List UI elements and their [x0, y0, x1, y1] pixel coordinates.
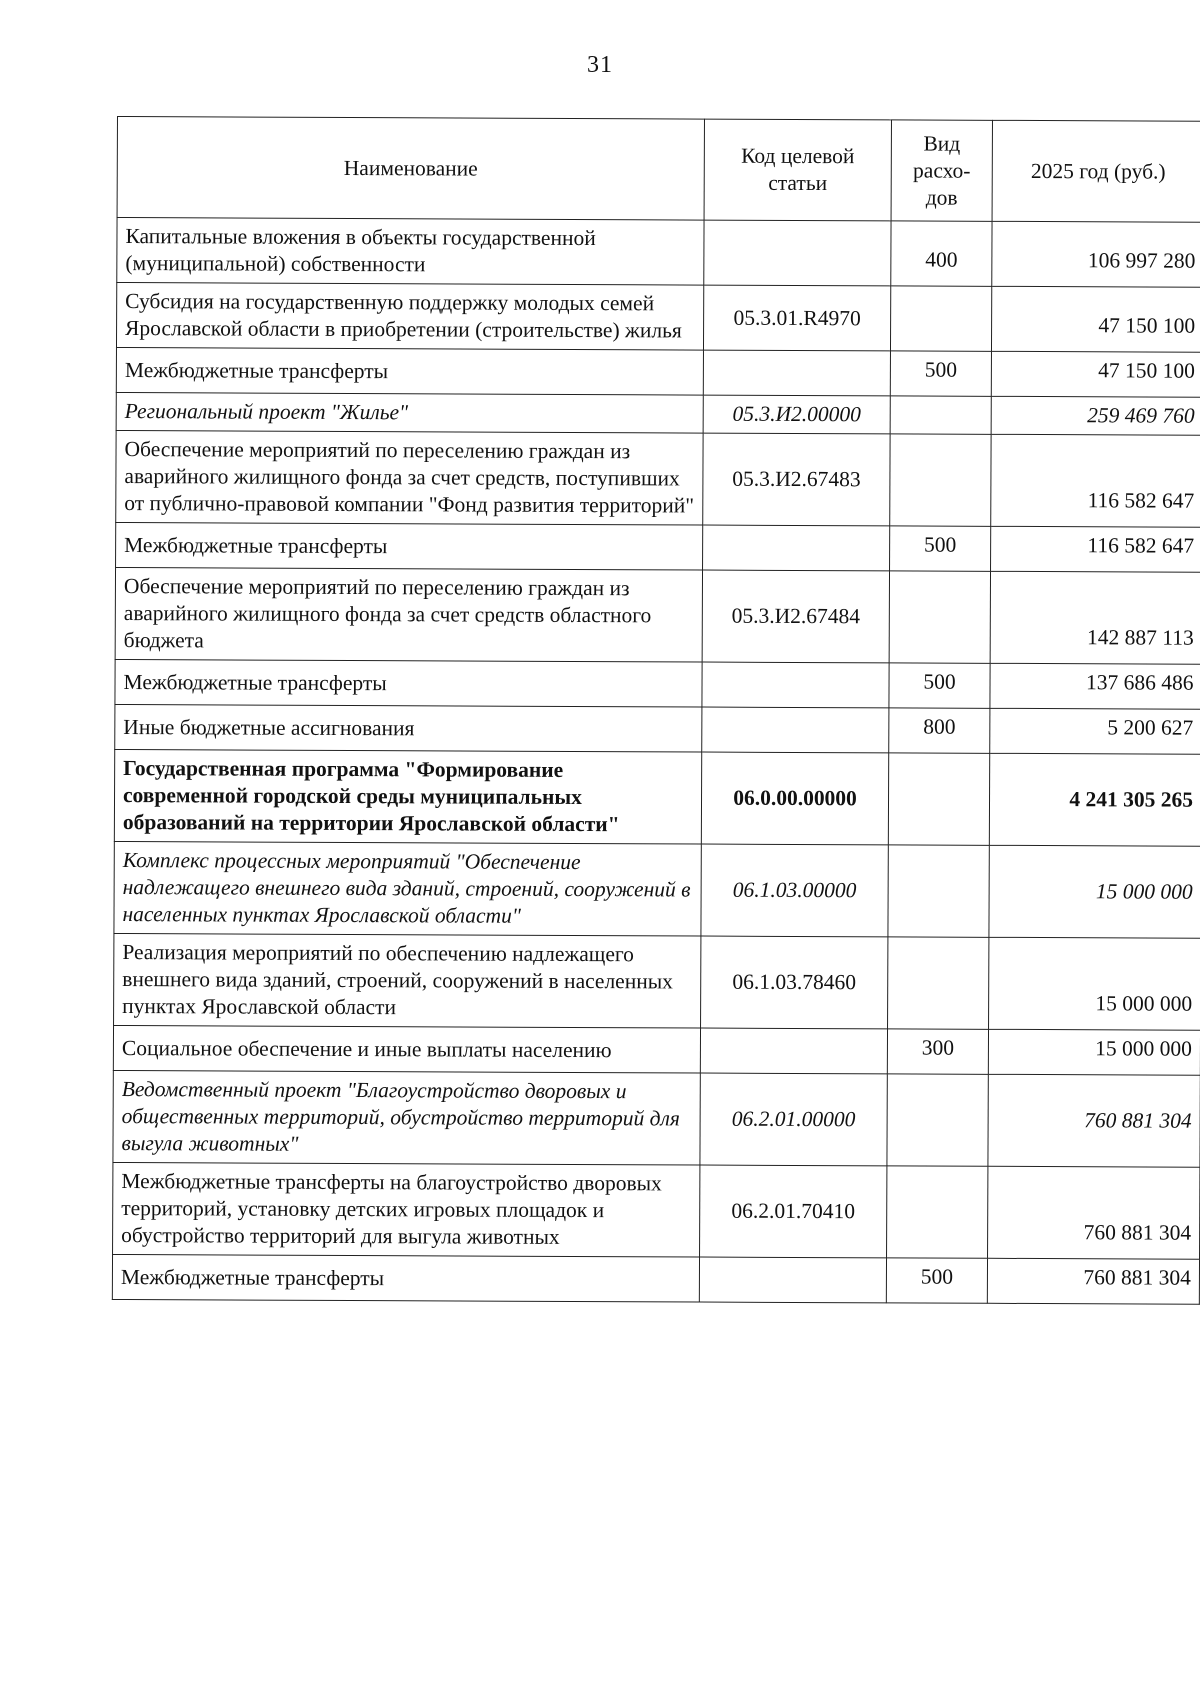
cell-name: Межбюджетные трансферты — [115, 659, 702, 707]
header-code: Код целевой статьи — [704, 119, 891, 221]
header-name: Наименование — [117, 117, 704, 221]
table-row — [116, 392, 1200, 435]
table-body — [112, 218, 1200, 1305]
cell-code — [703, 525, 890, 571]
cell-expense-type — [890, 434, 991, 526]
cell-code: 05.3.И2.67483 — [703, 433, 890, 526]
cell-expense-type — [890, 286, 991, 351]
cell-amount: 15 000 000 — [988, 1029, 1200, 1075]
cell-code: 06.1.03.78460 — [701, 936, 888, 1029]
cell-expense-type: 500 — [886, 1258, 987, 1303]
cell-expense-type — [888, 937, 989, 1029]
cell-code: 05.3.И2.00000 — [703, 395, 890, 434]
cell-code — [703, 350, 890, 396]
cell-code — [702, 662, 889, 708]
cell-name: Иные бюджетные ассигнования — [115, 704, 702, 752]
cell-expense-type: 800 — [889, 708, 990, 753]
budget-table — [112, 116, 1200, 1305]
cell-code — [702, 707, 889, 753]
cell-code: 05.3.01.R4970 — [703, 285, 890, 351]
table-row — [116, 283, 1200, 353]
cell-code — [700, 1028, 887, 1074]
cell-amount: 15 000 000 — [989, 845, 1200, 938]
table-row — [113, 1070, 1200, 1167]
cell-expense-type: 500 — [890, 526, 991, 571]
cell-name: Капитальные вложения в объекты государственной (муниципальной) собственности — [117, 218, 704, 286]
table-row — [116, 347, 1200, 397]
cell-expense-type — [890, 396, 991, 434]
table-row — [114, 933, 1200, 1030]
cell-name: Ведомственный проект "Благоустройство дворовых и общественных территорий, обустройство территорий для выгула животных" — [113, 1070, 700, 1165]
cell-name: Региональный проект "Жилье" — [116, 392, 703, 433]
cell-amount: 47 150 100 — [991, 286, 1200, 352]
table-row — [113, 1162, 1200, 1259]
cell-expense-type — [888, 753, 989, 845]
header-expense-type: Вид расхо-дов — [891, 120, 992, 221]
cell-code: 06.2.01.70410 — [700, 1165, 887, 1258]
cell-expense-type: 500 — [889, 663, 990, 708]
cell-code: 06.1.03.00000 — [701, 844, 888, 937]
cell-expense-type — [887, 1074, 988, 1166]
cell-name: Межбюджетные трансферты — [116, 522, 703, 570]
cell-name: Обеспечение мероприятий по переселению граждан из аварийного жилищного фонда за счет средств областного бюджета — [115, 567, 702, 662]
cell-expense-type — [887, 1166, 988, 1258]
cell-amount: 760 881 304 — [988, 1074, 1200, 1167]
table-row — [115, 704, 1200, 754]
cell-name: Межбюджетные трансферты — [112, 1254, 699, 1302]
cell-amount: 116 582 647 — [991, 526, 1200, 572]
table-row — [117, 218, 1200, 288]
cell-amount: 142 887 113 — [990, 571, 1200, 664]
cell-amount: 15 000 000 — [989, 937, 1200, 1030]
page-number: 31 — [587, 52, 613, 78]
cell-expense-type: 400 — [891, 221, 992, 286]
cell-name: Реализация мероприятий по обеспечению надлежащего внешнего вида зданий, строений, сооружений в населенных пунктах Ярославской области — [114, 933, 701, 1028]
cell-code — [699, 1257, 886, 1303]
table-row — [115, 659, 1200, 709]
table-row — [114, 841, 1200, 938]
table-row — [116, 522, 1200, 572]
cell-amount: 760 881 304 — [988, 1166, 1200, 1259]
cell-expense-type: 500 — [890, 351, 991, 396]
cell-name: Комплекс процессных мероприятий "Обеспечение надлежащего внешнего вида зданий, строений, сооружений в населенных пунктах Ярославской области" — [114, 841, 701, 936]
table-row — [112, 1254, 1199, 1304]
cell-amount: 137 686 486 — [990, 663, 1200, 709]
cell-code: 05.3.И2.67484 — [702, 570, 889, 663]
cell-amount: 4 241 305 265 — [989, 753, 1200, 846]
cell-name: Межбюджетные трансферты — [116, 347, 703, 395]
cell-expense-type: 300 — [887, 1029, 988, 1074]
table-header-row — [117, 117, 1200, 223]
cell-amount: 259 469 760 — [991, 396, 1200, 435]
cell-name: Обеспечение мероприятий по переселению граждан из аварийного жилищного фонда за счет средств, поступивших от публично-правовой компании "Фонд развития территорий" — [116, 430, 703, 525]
cell-name: Межбюджетные трансферты на благоустройство дворовых территорий, установку детских игровых площадок и обустройство территорий для выгула животных — [113, 1162, 700, 1257]
cell-name: Субсидия на государственную поддержку молодых семей Ярославской области в приобретении (строительстве) жилья — [116, 283, 703, 351]
table-row — [116, 430, 1200, 527]
cell-expense-type — [889, 571, 990, 663]
cell-code — [704, 220, 891, 286]
header-amount-2025: 2025 год (руб.) — [992, 120, 1200, 222]
cell-amount: 5 200 627 — [990, 708, 1200, 754]
cell-amount: 760 881 304 — [987, 1258, 1199, 1304]
cell-code: 06.2.01.00000 — [700, 1073, 887, 1166]
table-row — [114, 749, 1200, 846]
cell-name: Государственная программа "Формирование современной городской среды муниципальных образований на территории Ярославской области" — [114, 749, 701, 844]
cell-name: Социальное обеспечение и иные выплаты населению — [113, 1025, 700, 1073]
cell-code: 06.0.00.00000 — [701, 752, 888, 845]
cell-amount: 106 997 280 — [992, 221, 1200, 287]
table-row — [115, 567, 1200, 664]
table-row — [113, 1025, 1200, 1075]
cell-expense-type — [888, 845, 989, 937]
cell-amount: 116 582 647 — [991, 434, 1200, 527]
cell-amount: 47 150 100 — [991, 351, 1200, 397]
